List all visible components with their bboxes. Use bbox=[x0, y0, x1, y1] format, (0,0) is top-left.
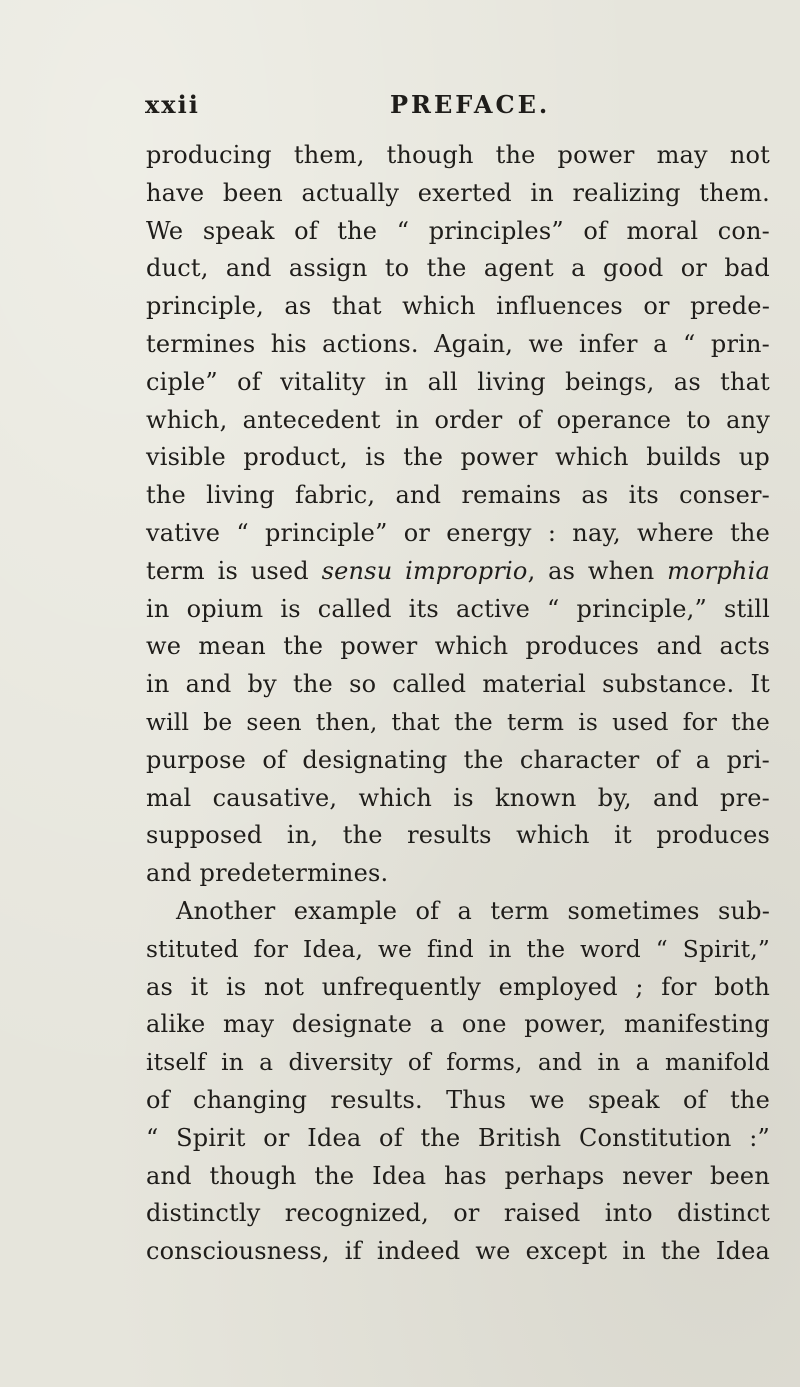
text-line: vative “ principle” or energy : nay, where the bbox=[146, 518, 770, 547]
text-line: have been actually exerted in realizing them. bbox=[146, 178, 770, 207]
text-line: and predetermines. bbox=[146, 859, 389, 888]
text-line: termines his actions. Again, we infer a “ prin- bbox=[146, 329, 770, 358]
running-head bbox=[145, 90, 705, 126]
text-line: We speak of the “ principles” of moral con- bbox=[146, 216, 770, 245]
italic-phrase: sensu improprio bbox=[321, 556, 528, 585]
text-line: ciple” of vitality in all living beings, as that bbox=[146, 367, 770, 396]
text-line: producing them, though the power may not bbox=[146, 141, 770, 169]
text-line: the living fabric, and remains as its conser- bbox=[146, 481, 770, 510]
text-line: principle, as that which influences or prede- bbox=[146, 292, 770, 321]
text-line: Another example of a term sometimes sub- bbox=[176, 896, 770, 925]
text-line: we mean the power which produces and acts bbox=[146, 632, 770, 661]
text-line: “ Spirit or Idea of the British Constitution :” bbox=[146, 1123, 770, 1152]
text-line: visible product, is the power which builds up bbox=[146, 443, 770, 472]
text-fragment: , as when bbox=[527, 556, 655, 585]
page-number: xxii bbox=[145, 90, 200, 119]
text-line: as it is not unfrequently employed ; for both bbox=[146, 972, 770, 1001]
text-line-mixed bbox=[146, 553, 770, 591]
text-line: distinctly recognized, or raised into distinct bbox=[146, 1199, 770, 1228]
text-line: in opium is called its active “ principle,” still bbox=[146, 594, 770, 623]
italic-word: morphia bbox=[667, 556, 770, 585]
text-line: itself in a diversity of forms, and in a manifold bbox=[146, 1049, 770, 1077]
header-title: PREFACE. bbox=[390, 90, 551, 119]
text-line: supposed in, the results which it produces bbox=[146, 821, 770, 850]
text-fragment: term is used bbox=[146, 556, 309, 585]
text-line: mal causative, which is known by, and pre- bbox=[146, 783, 770, 812]
text-line: and though the Idea has perhaps never been bbox=[146, 1161, 770, 1190]
text-line: will be seen then, that the term is used for the bbox=[146, 708, 770, 736]
text-line: alike may designate a one power, manifesting bbox=[146, 1010, 770, 1039]
text-line: stituted for Idea, we find in the word “ Spirit,” bbox=[146, 935, 770, 963]
text-line: consciousness, if indeed we except in the Idea bbox=[146, 1237, 770, 1266]
text-line: in and by the so called material substance. It bbox=[146, 670, 770, 699]
text-line: duct, and assign to the agent a good or bad bbox=[146, 254, 770, 283]
text-line: of changing results. Thus we speak of the bbox=[146, 1085, 770, 1114]
body-text bbox=[146, 137, 770, 1271]
text-line: which, antecedent in order of operance to any bbox=[146, 405, 770, 434]
text-line: purpose of designating the character of a pri- bbox=[146, 745, 770, 774]
